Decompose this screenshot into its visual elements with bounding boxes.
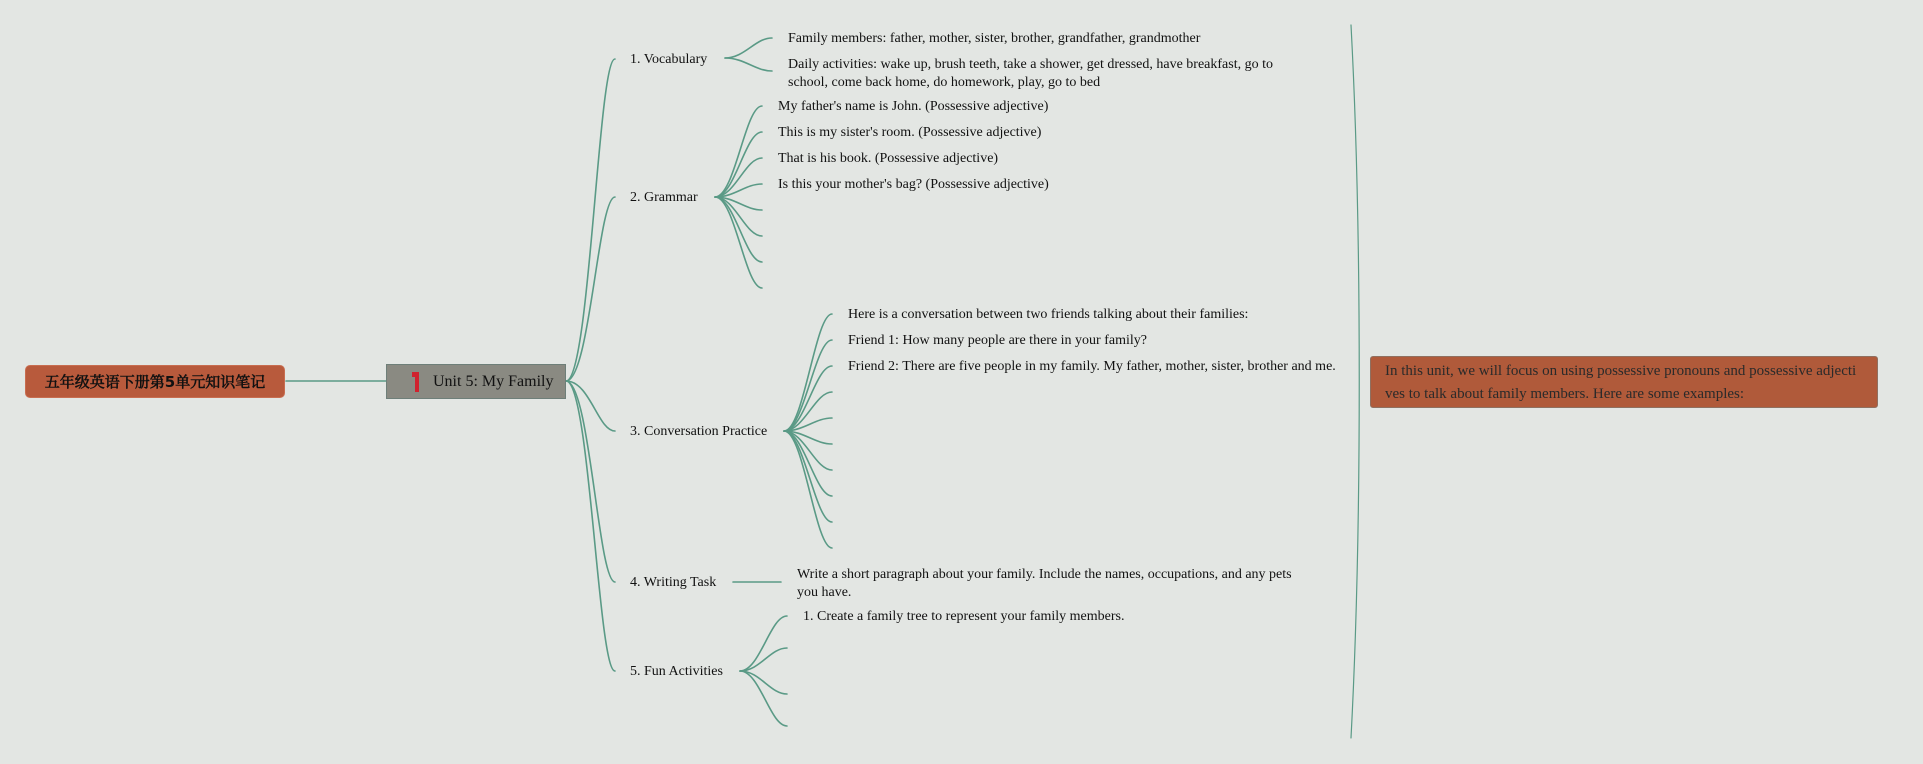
grammar-item[interactable]: My father's name is John. (Possessive adjective): [778, 99, 1049, 114]
fun-activity-item[interactable]: 1. Create a family tree to represent your family members.: [803, 609, 1125, 624]
grammar-item[interactable]: This is my sister's room. (Possessive adjective): [778, 125, 1042, 140]
vocabulary-item[interactable]: Family members: father, mother, sister, brother, grandfather, grandmother: [788, 31, 1201, 46]
root-topic-label: 五年级英语下册第5单元知识笔记: [44, 372, 266, 391]
intro-note[interactable]: [1370, 356, 1878, 408]
grammar-item[interactable]: Is this your mother's bag? (Possessive adjective): [778, 177, 1049, 192]
writing-task-item[interactable]: Write a short paragraph about your family. Include the names, occupations, and any pets you have.: [797, 567, 1292, 600]
central-topic[interactable]: [386, 364, 566, 399]
branch-vocabulary[interactable]: 1. Vocabulary: [630, 52, 708, 67]
vocabulary-item[interactable]: Daily activities: wake up, brush teeth, take a shower, get dressed, have breakfast, go to school, come back home, do homework, play, go to bed: [788, 57, 1274, 90]
conversation-item[interactable]: Here is a conversation between two friends talking about their families:: [848, 307, 1249, 322]
conversation-item[interactable]: Friend 1: How many people are there in your family?: [848, 333, 1147, 348]
conversation-item[interactable]: Friend 2: There are five people in my family. My father, mother, sister, brother and me.: [848, 359, 1336, 374]
branch-connector-vocabulary: [566, 59, 615, 381]
branch-fun-activities[interactable]: 5. Fun Activities: [630, 664, 723, 679]
boundary-bracket: [1351, 25, 1359, 738]
intro-note-text: In this unit, we will focus on using possessive pronouns and possessive adjectives to talk about family members. Here are some examples:: [1385, 363, 1857, 402]
branch-writing-task[interactable]: 4. Writing Task: [630, 575, 717, 590]
branch-connector-fun: [566, 381, 615, 671]
grammar-item[interactable]: That is his book. (Possessive adjective): [778, 151, 999, 166]
branch-connector-writing: [566, 381, 615, 582]
branch-connector-grammar: [566, 197, 615, 381]
red-flag-icon: [407, 370, 425, 394]
root-topic[interactable]: [25, 365, 285, 398]
branch-grammar[interactable]: 2. Grammar: [630, 190, 698, 205]
central-topic-label: Unit 5: My Family: [433, 372, 554, 390]
branch-conversation-practice[interactable]: 3. Conversation Practice: [630, 424, 768, 439]
